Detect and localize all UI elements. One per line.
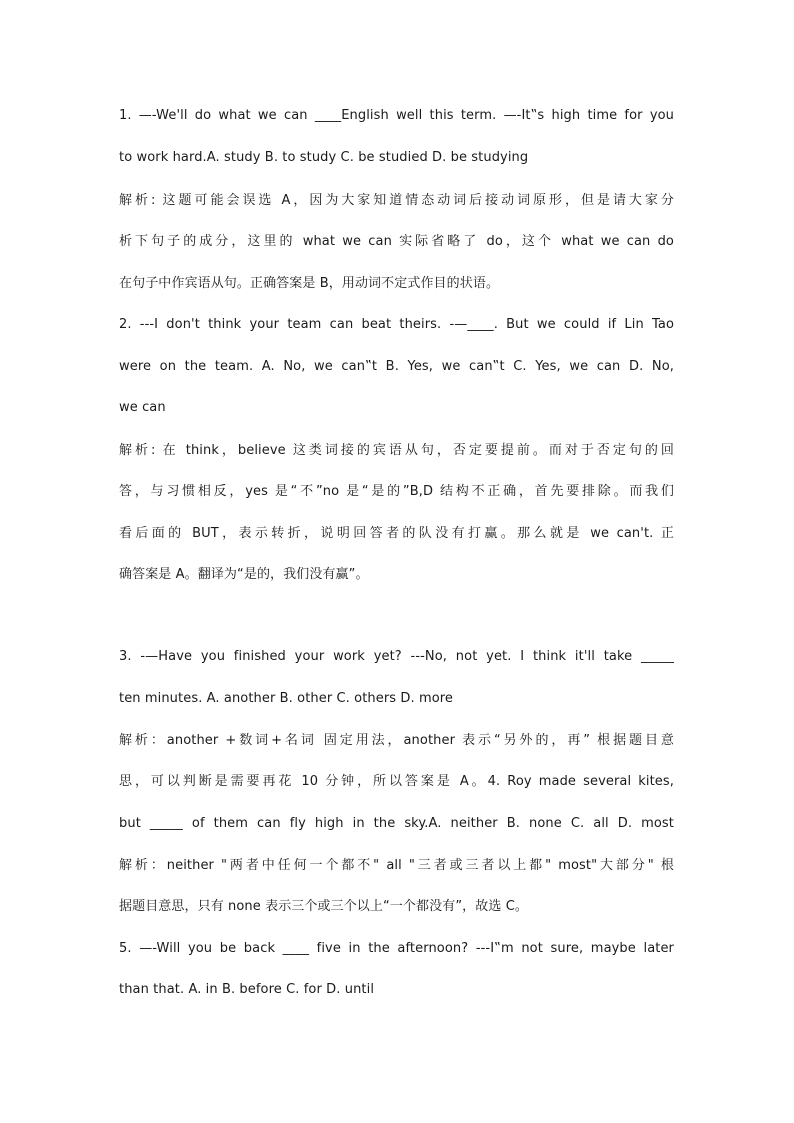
analysis-1-line-2: 析下句子的成分，这里的 what we can 实际省略了 do，这个 what we can do [119, 234, 674, 249]
question-3-line-2: ten minutes. A. another B. other C. others D. more [119, 691, 454, 706]
question-1-line-1: 1. —-We'll do what we can ____English well this term. —-It‟s high time for you [119, 108, 674, 123]
analysis-2-line-3: 看后面的 BUT，表示转折，说明回答者的队没有打赢。那么就是 we can't. 正 [119, 526, 674, 541]
analysis-3-line-2: 思，可以判断是需要再花 10 分钟，所以答案是 A。4. Roy made several kites, [119, 774, 674, 789]
analysis-2-line-4: 确答案是 A。翻译为“是的，我们没有赢”。 [119, 567, 369, 582]
question-5-line-1: 5. —-Will you be back ____ five in the afternoon? ---I‟m not sure, maybe later [119, 941, 674, 956]
question-5-line-2: than that. A. in B. before C. for D. until [119, 982, 375, 997]
question-3-line-1: 3. -—Have you finished your work yet? ---No, not yet. I think it'll take _____ [119, 649, 674, 664]
analysis-1-line-1: 解析: 这题可能会误选 A，因为大家知道情态动词后接动词原形，但是请大家分 [119, 193, 674, 208]
analysis-2-line-2: 答，与习惯相反，yes 是“不”no 是“是的”B,D 结构不正确，首先要排除。而我们 [119, 484, 674, 499]
question-1-line-2: to work hard.A. study B. to study C. be studied D. be studying [119, 150, 529, 165]
analysis-1-line-3: 在句子中作宾语从句。正确答案是 B，用动词不定式作目的状语。 [119, 276, 500, 291]
question-4-line-1: but _____ of them can fly high in the sky.A. neither B. none C. all D. most [119, 816, 674, 831]
analysis-3-line-1: 解析：another +数词+名词 固定用法，another 表示“另外的，再” 根据题目意 [119, 733, 674, 748]
question-2-line-1: 2. ---I don't think your team can beat theirs. -—____. But we could if Lin Tao [119, 317, 674, 332]
question-2-line-2: were on the team. A. No, we can‟t B. Yes, we can‟t C. Yes, we can D. No, [119, 359, 674, 374]
question-2-line-3: we can [119, 400, 166, 415]
analysis-2-line-1: 解析: 在 think，believe 这类词接的宾语从句，否定要提前。而对于否定句的回 [119, 443, 674, 458]
analysis-4-line-2: 据题目意思，只有 none 表示三个或三个以上“一个都没有”，故选 C。 [119, 899, 528, 914]
analysis-4-line-1: 解析：neither "两者中任何一个都不" all "三者或三者以上都" most"大部分" 根 [119, 858, 674, 873]
